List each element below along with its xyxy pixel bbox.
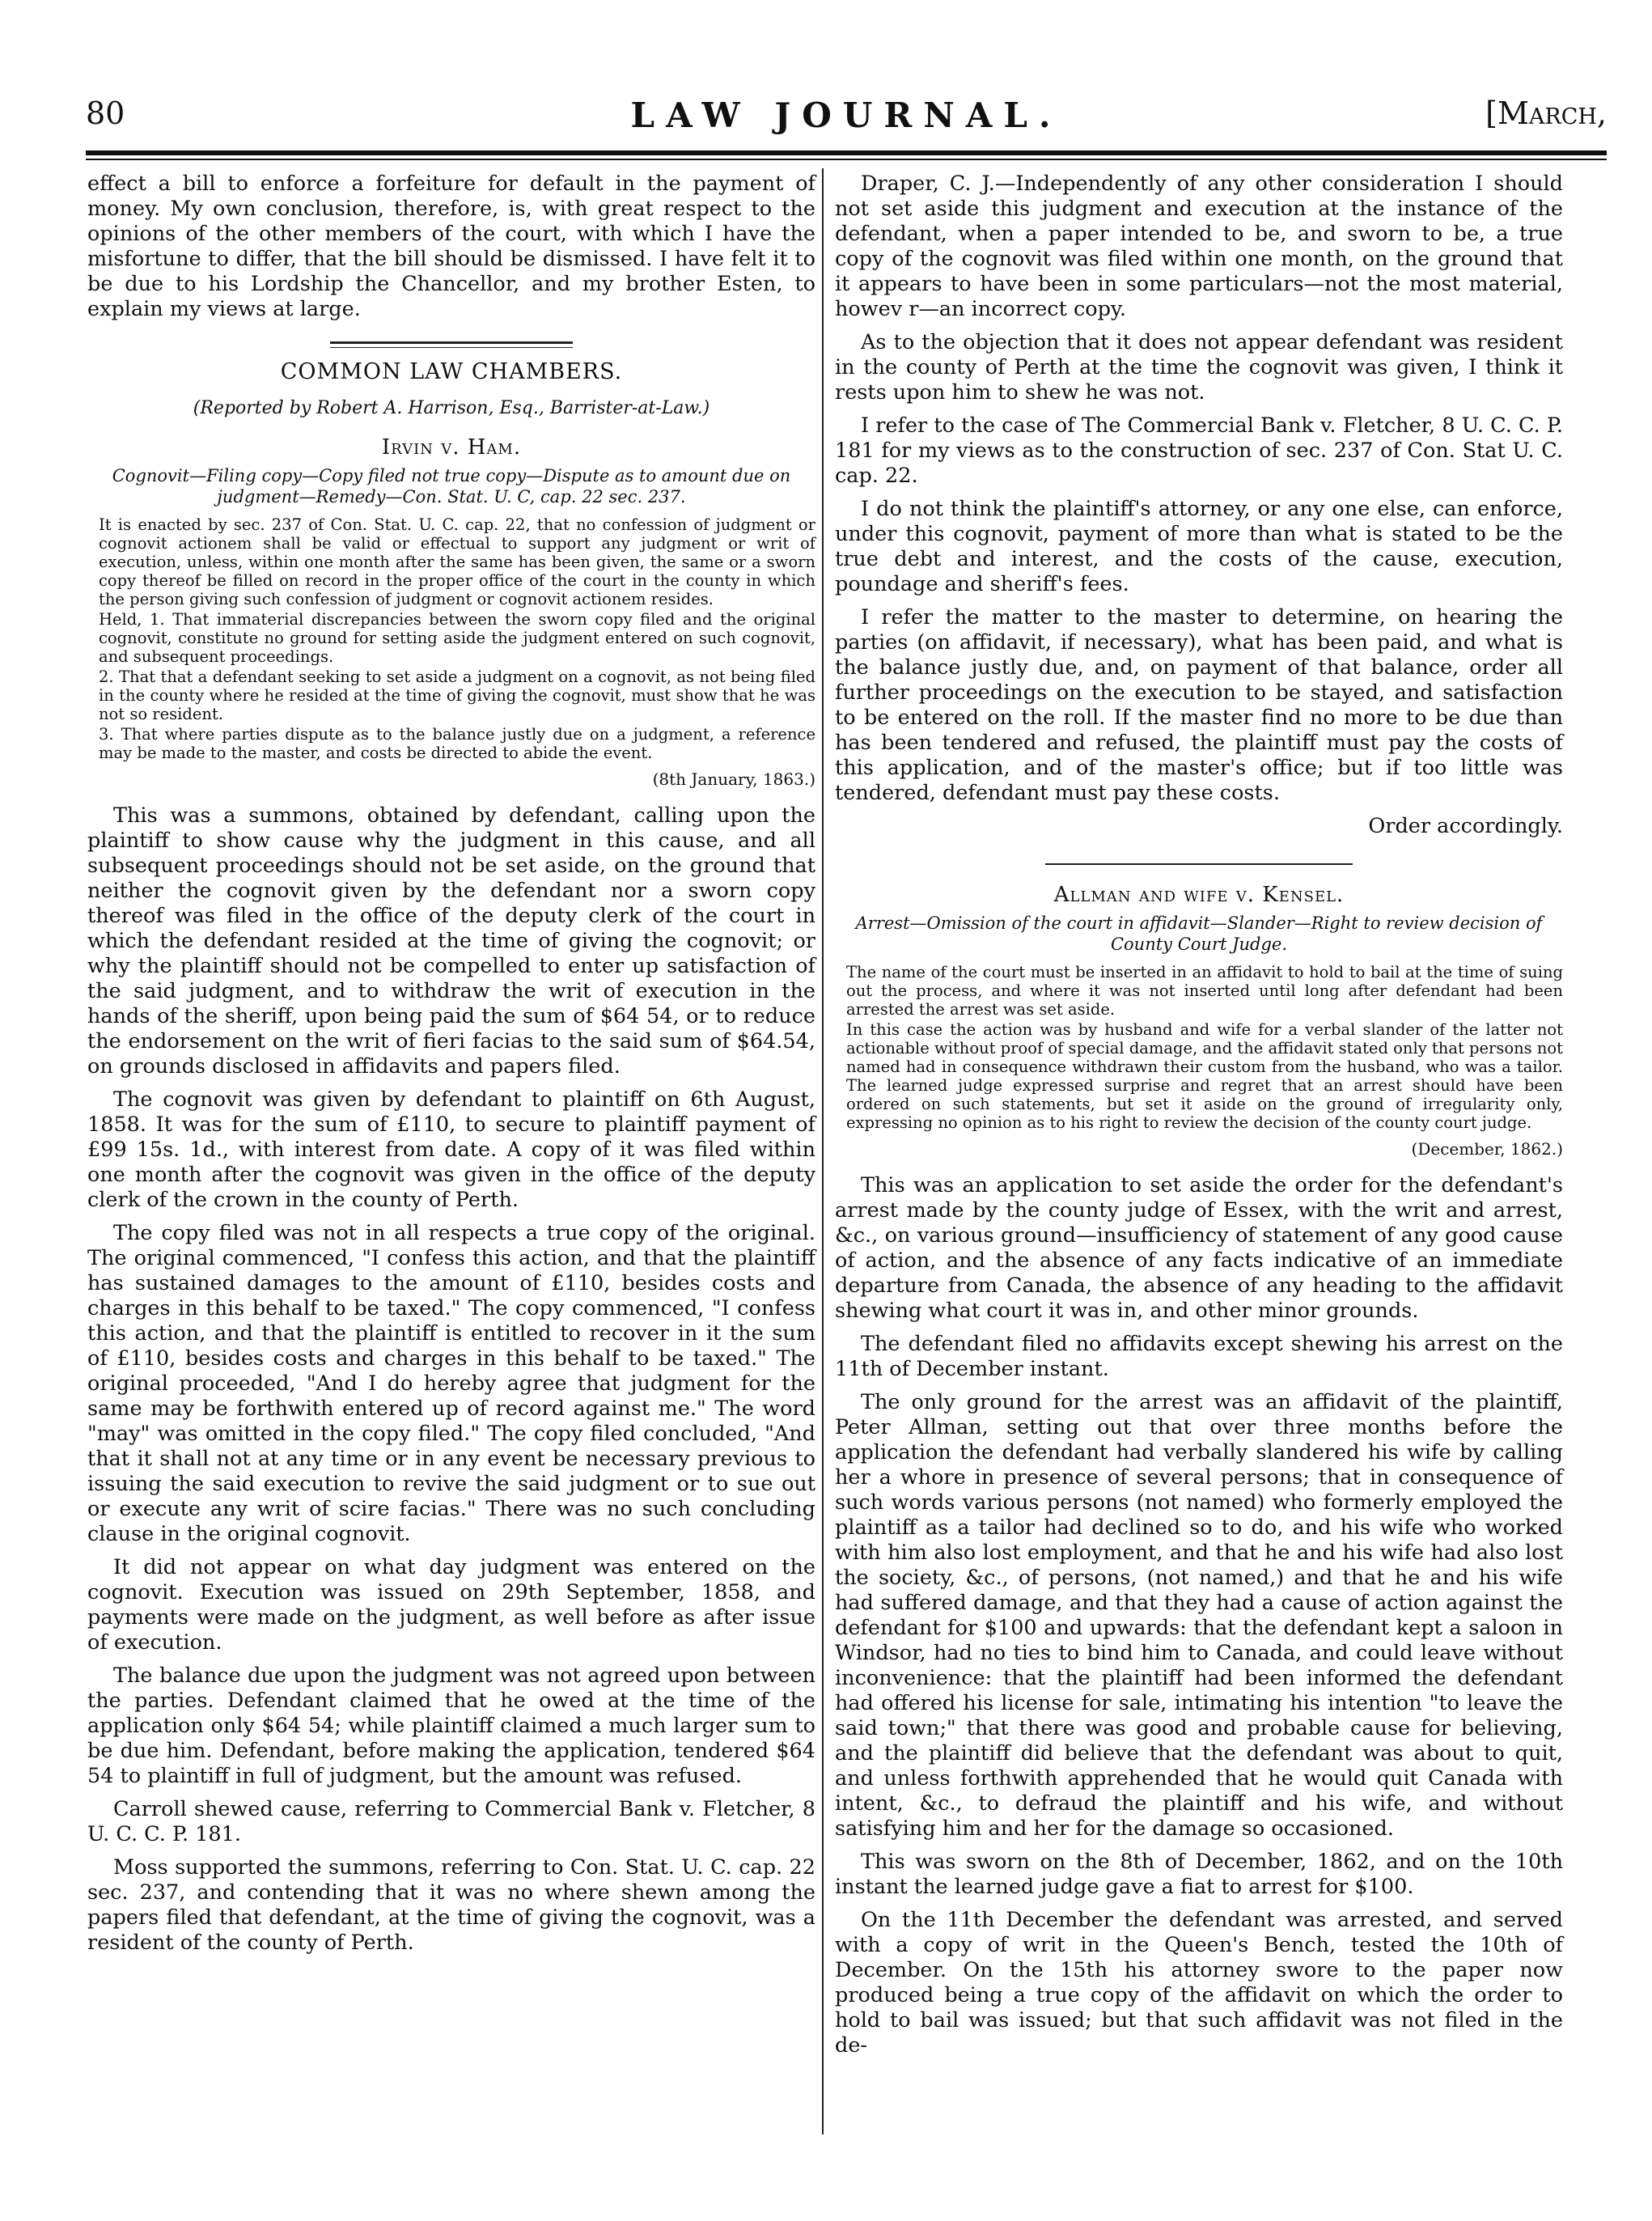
- body-paragraph: The only ground for the arrest was an affidavit of the plaintiff, Peter Allman, setting out that over three months before the application the defendant had verbally slandered his wife by calling her a whore in presence of several persons; that in consequence of such words various persons (not named) who formerly employed the plaintiff as a tailor had declined so to do, and his wife who worked with him also lost employment, and that he and his wife had also lost the society, &c., of persons, (not named,) and that he and his wife had suffered damage, and that they had a cause of action against the defendant for $100 and upwards: that the defendant kept a saloon in Windsor, had no ties to bind him to Canada, and could leave without inconvenience: that the plaintiff had been informed the defendant had offered his license for sale, intimating his intention "to leave the said town;" that there was good and probable cause for believing, and the plaintiff did believe that the defendant was about to quit, and unless forthwith apprehended that he would quit Canada with intent, &c., to defraud the plaintiff and his wife, and without satisfying him and her for the damage so occasioned.: [835, 1390, 1563, 1841]
- header-rule: [86, 150, 1607, 155]
- order-line: Order accordingly.: [1368, 814, 1563, 838]
- headnote: It is enacted by sec. 237 of Con. Stat. U. C. cap. 22, that no confession of judgment or cognovit actionem shall be valid or effectual to support any judgment or writ of execution, unless, within one month after the same has been given, the same or a sworn copy thereof be filled on record in the proper office of the court in the county in which the person giving such confession of judgment or cognovit actionem resides.: [99, 515, 815, 608]
- right-column: [835, 172, 1563, 2066]
- headnote: The name of the court must be inserted in an affidavit to hold to bail at the time of suing out the process, and where it was not inserted until long after defendant had been arrested the arrest was set aside.: [846, 963, 1563, 1019]
- journal-title: LAW JOURNAL.: [630, 95, 1062, 135]
- body-paragraph: The balance due upon the judgment was not agreed upon between the parties. Defendant claimed that he owed at the time of the application only $64 54; while plaintiff claimed a much larger sum to be due him. Defendant, before making the application, tendered $64 54 to plaintiff in full of judgment, but the amount was refused.: [87, 1664, 815, 1788]
- case-subtitle: Arrest—Omission of the court in affidavit—Slander—Right to review decision of County Court Judge.: [855, 913, 1543, 954]
- body-paragraph: This was sworn on the 8th of December, 1862, and on the 10th instant the learned judge gave a fiat to arrest for $100.: [835, 1850, 1563, 1899]
- body-paragraph: This was an application to set aside the order for the defendant's arrest made by the county judge of Essex, with the writ and arrest, &c., on various ground—insufficiency of statement of any good cause of action, and the absence of any facts indicative of an immediate departure from Canada, the absence of any heading to the affidavit shewing what court it was in, and other minor grounds.: [835, 1173, 1563, 1323]
- intro-paragraph: effect a bill to enforce a forfeiture for default in the payment of money. My own conclusion, therefore, is, with great respect to the opinions of the other members of the court, with which I have the misfortune to differ, that the bill should be dismissed. I have felt it to be due to his Lordship the Chancellor, and my brother Esten, to explain my views at large.: [87, 172, 815, 321]
- body-paragraph: I refer to the case of The Commercial Bank v. Fletcher, 8 U. C. C. P. 181 for my views as to the construction of sec. 237 of Con. Stat U. C. cap. 22.: [835, 413, 1563, 488]
- body-paragraph: Draper, C. J.—Independently of any other consideration I should not set aside this judgment and execution at the instance of the defendant, when a paper intended to be, and sworn to be, a true copy of the cognovit was filed within one month, on the ground that it appears to have been in some particulars—not the most material, howev r—an incorrect copy.: [835, 172, 1563, 321]
- body-paragraph: The defendant filed no affidavits except shewing his arrest on the 11th of December instant.: [835, 1332, 1563, 1381]
- headnote: 3. That where parties dispute as to the balance justly due on a judgment, a reference may be made to the master, and costs be directed to abide the event.: [99, 725, 815, 762]
- reporter-line: (Reported by Robert A. Harrison, Esq., Barrister-at-Law.): [193, 398, 710, 418]
- body-paragraph: On the 11th December the defendant was arrested, and served with a copy of writ in the Queen's Bench, tested the 10th of December. On the 15th his attorney swore to the paper now produced being a true copy of the affidavit on which the order to hold to bail was issued; but that such affidavit was not filed in the de-: [835, 1908, 1563, 2058]
- month-label: [March,: [1485, 95, 1607, 131]
- section-rule-thin: [330, 347, 573, 348]
- headnote: Held, 1. That immaterial discrepancies between the sworn copy filed and the original cognovit, constitute no ground for setting aside the judgment entered on such cognovit, and subsequent proceedings.: [99, 610, 815, 666]
- headnote: In this case the action was by husband and wife for a verbal slander of the latter not actionable without proof of special damage, and the affidavit stated only that persons not named had in consequence withdrawn their custom from the husband, who was a tailor. The learned judge expressed surprise and regret that an arrest should have been ordered on such statements, but set it aside on the ground of irregularity only, expressing no opinion as to his right to review the decision of the county court judge.: [846, 1020, 1563, 1132]
- page-number: 80: [86, 95, 125, 131]
- body-paragraph: I do not think the plaintiff's attorney, or any one else, can enforce, under this cognovit, payment of more than what is stated to be the true debt and interest, and the costs of the cause, execution, poundage and sheriff's fees.: [835, 497, 1563, 596]
- headnote: 2. That that a defendant seeking to set aside a judgment on a cognovit, as not being filed in the county where he resided at the time of giving the cognovit, must show that he was not so resident.: [99, 668, 815, 723]
- body-paragraph: Moss supported the summons, referring to Con. Stat. U. C. cap. 22 sec. 237, and contending that it was no where shewn among the papers filed that defendant, at the time of giving the cognovit, was a resident of the county of Perth.: [87, 1855, 815, 1955]
- body-paragraph: The copy filed was not in all respects a true copy of the original. The original commenced, "I confess this action, and that the plaintiff has sustained damages to the amount of £110, besides costs and charges in this behalf to be taxed." The copy commenced, "I confess this action, and that the plaintiff is entitled to recover in it the sum of £110, besides costs and charges in this behalf to be taxed." The original proceeded, "And I do hereby agree that judgment for the same may be forthwith entered up of record against me." The word "may" was omitted in the copy filed." The copy filed concluded, "And that it shall not at any time or in any event be necessary previous to issuing the said execution to revive the said judgment or to sue out or execute any writ of scire facias." There was no such concluding clause in the original cognovit.: [87, 1221, 815, 1546]
- header-rule-thin: [86, 159, 1607, 160]
- section-rule: [330, 341, 573, 344]
- column-divider: [822, 168, 824, 2134]
- left-column: [87, 172, 815, 1964]
- body-paragraph: This was a summons, obtained by defendant, calling upon the plaintiff to show cause why the judgment in this cause, and all subsequent proceedings should not be set aside, on the ground that neither the cognovit given by the defendant nor a sworn copy thereof was filed in the office of the deputy clerk of the court in which the defendant resided at the time of giving the cognovit; or why the plaintiff should not be compelled to enter up satisfaction of the said judgment, and to withdraw the writ of execution in the hands of the sheriff, upon being paid the sum of $64 54, or to reduce the endorsement on the writ of fieri facias to the said sum of $64.54, on grounds disclosed in affidavits and papers filed.: [87, 803, 815, 1079]
- body-paragraph: Carroll shewed cause, referring to Commercial Bank v. Fletcher, 8 U. C. C. P. 181.: [87, 1797, 815, 1846]
- section-heading: COMMON LAW CHAMBERS.: [280, 359, 623, 384]
- page-header: [86, 95, 1607, 144]
- case-date: (8th January, 1863.): [652, 769, 815, 789]
- body-paragraph: It did not appear on what day judgment was entered on the cognovit. Execution was issued on 29th September, 1858, and payments were made on the judgment, as well before as after issue of execution.: [87, 1555, 815, 1655]
- section-rule: [1045, 863, 1353, 865]
- body-paragraph: I refer the matter to the master to determine, on hearing the parties (on affidavit, if necessary), what has been paid, and what is the balance justly due, and, on payment of that balance, order all further proceedings on the execution to be stayed, and satisfaction to be entered on the roll. If the master find no more to be due than has been tendered and refused, the plaintiff must pay the costs of this application, and of the master's office; but if too little was tendered, defendant must pay these costs.: [835, 605, 1563, 805]
- body-paragraph: As to the objection that it does not appear defendant was resident in the county of Perth at the time the cognovit was given, I think it rests upon him to shew he was not.: [835, 330, 1563, 405]
- case-title: Irvin v. Ham.: [381, 435, 522, 460]
- case-subtitle: Cognovit—Filing copy—Copy filed not true copy—Dispute as to amount due on judgment—Remedy—Con. Stat. U. C, cap. 22 sec. 237.: [112, 466, 791, 507]
- case-title: Allman and wife v. Kensel.: [1053, 883, 1345, 907]
- body-paragraph: The cognovit was given by defendant to plaintiff on 6th August, 1858. It was for the sum of £110, to secure to plaintiff payment of £99 15s. 1d., with interest from date. A copy of it was filed within one month after the cognovit was given in the office of the deputy clerk of the crown in the county of Perth.: [87, 1087, 815, 1212]
- case-date: (December, 1862.): [1411, 1139, 1563, 1159]
